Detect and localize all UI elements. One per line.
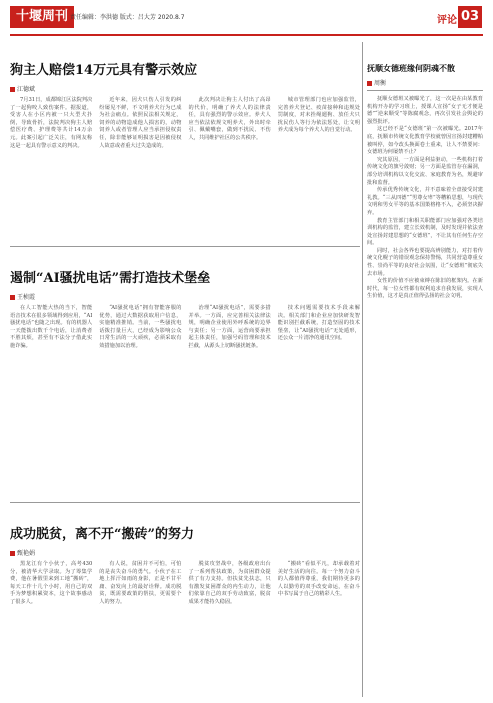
byline-marker-icon (10, 551, 15, 556)
article-ai-calls (10, 250, 360, 500)
sidebar-paragraph: 女性的价值不应被束缚在陈旧的框架内。在新时代，每一位女性都有权利追求自我发展，实现人生价值，这才是真正值得弘扬的社会文明。 (367, 278, 483, 300)
sidebar-paragraph: 抚顺女德班又被曝光了，这一次是在由某教育机构开办的学习班上，授课人宣扬“女子无才便是德”“逆来顺受”等陈腐观念，再次引发社会舆论的强烈批评。 (367, 96, 483, 125)
article-column: 7月31日，成都锦江区法院判决了一起狗咬人致伤案件。据报道，受害人在小区内被一只大型犬扑倒，导致骨折，法院判决狗主人赔偿医疗费、护理费等共计14万余元。此案引起广泛关注，有网友称这是一起具有警示意义的判决。 (10, 97, 93, 149)
article-column: 技术问题需要技术手段来解决。相关部门和企业应加快研发智能识别拦截系统，打造坚固的技术堡垒，让“AI骚扰电话”无处遁形，还公众一片清净的通讯空间。 (277, 305, 360, 342)
byline-marker-icon (367, 81, 372, 86)
article-byline: 江德斌 (10, 84, 360, 93)
page-header (0, 0, 493, 38)
article-column: “搬砖”看似平凡，却承载着对美好生活的向往。每一个努力奋斗的人都值得尊重，我们期待更多的人以勤劳的双手改变命运，在奋斗中书写属于自己的精彩人生。 (277, 561, 360, 598)
article-columns (10, 97, 360, 150)
byline-marker-icon (10, 87, 15, 92)
article-column: 此次判决让狗主人付出了高昂的代价，明确了养犬人的法律责任，具有强烈的警示效应。养犬人应当依法依规文明养犬，外出时牵引、佩戴嘴套，做到不扰民、不伤人，共同维护社区的公共秩序。 (188, 97, 271, 141)
sidebar-paragraph: 究其原因，一方面是利益驱动，一些机构打着传统文化的旗号敛财；另一方面是监管存在漏洞，部分培训机构以文化交流、家庭教育为名，规避审批和监督。 (367, 156, 483, 186)
article-dog-owner (10, 42, 360, 242)
sidebar-byline: 周衡 (367, 78, 483, 87)
sidebar-article (367, 42, 483, 697)
byline-marker-icon (10, 295, 15, 300)
article-column: 有人说，贫困并不可怕，可怕的是丧失奋斗的勇气。小伙子在工地上挥汗如雨的身影，正是不甘平庸、奋发向上的最好诠释。成功脱贫，既需要政策的帮扶，更需要个人的努力。 (99, 561, 182, 605)
article-byline: 王桢霞 (10, 292, 360, 301)
article-column: “AI骚扰电话”拥有智能客服的优势，通过大数据获取用户信息，实施精准推销。当前，一些骚扰电话拨打量巨大，已经成为影响公众日常生活的一大顽疾，必须采取有效措施加以治理。 (99, 305, 182, 349)
article-column: 近年来，因犬只伤人引发的纠纷屡见不鲜，不文明养犬行为已成为社会痛点。依照民法相关规定，饲养的动物造成他人损害的，动物饲养人或者管理人应当承担侵权责任，除非能够证明损害是因被侵权人故意或者重大过失造成的。 (99, 97, 182, 149)
article-column: 黑龙江有个小伙子，高考430分，被清华大学录取。为了筹集学费，他在暑假里来到工地“搬砖”，每天工作十几个小时，用自己的双手为梦想积累资本，这个故事感动了很多人。 (10, 561, 93, 605)
article-poverty (10, 506, 360, 698)
article-column: 治理“AI骚扰电话”，需要多措并举。一方面，应完善相关法律法规，明确企业使用外呼系统的边界与责任；另一方面，运营商要承担起主体责任，加强号码管理和技术拦截，从源头上切断骚扰链条。 (188, 305, 271, 349)
article-byline: 甄艳娟 (10, 548, 360, 557)
sidebar-body (367, 96, 483, 301)
article-columns (10, 305, 360, 351)
masthead: 十堰周刊 (10, 6, 74, 28)
article-title: 狗主人赔偿14万元具有警示效应 (10, 63, 198, 78)
header-rule (10, 34, 483, 36)
article-column: 城市管理部门也应加强监管，完善养犬登记、疫苗接种和违规处罚制度，对未拴绳遛狗、放任犬只扰民伤人等行为依法惩处，让文明养犬成为每个养犬人的自觉行动。 (277, 97, 360, 134)
sidebar-rule (367, 90, 483, 91)
article-divider (10, 246, 360, 247)
column-divider (362, 42, 363, 697)
sidebar-paragraph: 同时，社会各界也要提高辨别能力，对打着传统文化幌子的错误观念保持警惕，共同营造尊重女性、崇尚平等的良好社会氛围，让“女德班”彻底失去市场。 (367, 247, 483, 277)
article-columns (10, 561, 360, 607)
sidebar-title: 抚顺女德班缘何阴魂不散 (367, 63, 455, 73)
sidebar-paragraph: 教育主管部门和相关职能部门应加强对各类培训机构的监管，建立长效机制，及时发现并依法查处宣扬封建思想的“女德班”，不让其有任何生存空间。 (367, 217, 483, 247)
article-column: 在人工智能大热的当下，智能语音技术在很多领域得到应用，“AI骚扰电话”也随之出现。有的机器人一天能拨出数千个电话，让消费者不胜其烦，甚至有不法分子借此实施诈骗。 (10, 305, 93, 349)
article-divider (10, 502, 360, 503)
sidebar-paragraph: 这已经不是“女德班”第一次被曝光。2017年底，抚顺市传统文化教育学校就曾因宣扬封建糟粕被叫停，如今改头换面卷土重来，让人不禁要问：女德班为何屡禁不止？ (367, 126, 483, 156)
editor-credits: 责任编辑：李洪德 版式：吕大芳 2020.8.7 (70, 14, 185, 21)
sidebar-paragraph: 传承优秀传统文化，并不意味着全盘接受封建礼教。“三从四德”“男尊女卑”等糟粕思想，与现代文明和男女平等的基本国策格格不入，必须坚决摒弃。 (367, 187, 483, 216)
section-label: 评论 (437, 15, 457, 26)
article-column: 脱贫攻坚战中，各级政府出台了一系列帮扶政策，为贫困群众提供了有力支持。但扶贫先扶志，只有激发贫困群众的内生动力，让他们依靠自己的双手劳动致富，脱贫成果才能持久稳固。 (188, 561, 271, 605)
page-number: 03 (458, 6, 482, 28)
article-title: 遏制“AI骚扰电话”需打造技术堡垒 (10, 271, 211, 286)
article-title: 成功脱贫，离不开“搬砖”的努力 (10, 527, 194, 542)
